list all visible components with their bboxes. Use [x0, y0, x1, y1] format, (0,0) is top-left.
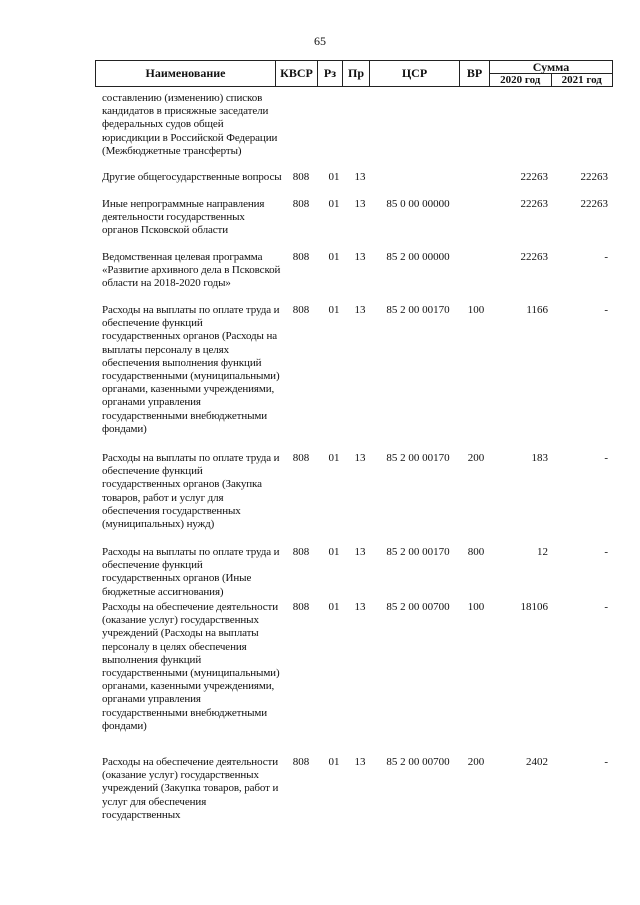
- row-sum-2021: -: [604, 304, 608, 316]
- row-kvsr: 808: [292, 304, 310, 316]
- row-csr: 85 0 00 00000: [386, 198, 450, 210]
- row-name: Иные непрограммные направления деятельности государственных органов Псковской области: [102, 198, 265, 237]
- row-sum-2021: -: [604, 756, 608, 768]
- header-sum-group: [490, 61, 612, 86]
- row-sum-2021: -: [604, 251, 608, 263]
- row-kvsr: 808: [292, 171, 310, 183]
- row-vr: 100: [467, 304, 485, 316]
- row-name: Расходы на обеспечение деятельности (оказание услуг) государственных учреждений (Расходы на выплаты персоналу в целях обеспечения выполнения функций государственными (муниципальными) органами, казенными учреждениями, органами управления государственными внебюджетными фондами): [102, 601, 280, 732]
- row-vr: 800: [467, 546, 485, 558]
- row-rz: 01: [328, 304, 340, 316]
- row-csr: 85 2 00 00700: [386, 601, 450, 613]
- row-pr: 13: [354, 304, 366, 316]
- row-pr: 13: [354, 171, 366, 183]
- row-rz: 01: [328, 171, 340, 183]
- row-pr: 13: [354, 452, 366, 464]
- row-sum-2021: -: [604, 546, 608, 558]
- row-sum-2020: 12: [537, 546, 548, 558]
- header-year-2021: 2021 год: [561, 74, 602, 86]
- row-rz: 01: [328, 756, 340, 768]
- row-pr: 13: [354, 198, 366, 210]
- header-vr: ВР: [460, 61, 490, 86]
- header-sum: Сумма: [490, 61, 612, 74]
- row-sum-2021: -: [604, 601, 608, 613]
- row-rz: 01: [328, 452, 340, 464]
- row-csr: 85 2 00 00170: [386, 452, 450, 464]
- row-vr: 100: [467, 601, 485, 613]
- row-kvsr: 808: [292, 198, 310, 210]
- row-csr: 85 2 00 00170: [386, 304, 450, 316]
- header-pr: Пр: [343, 61, 370, 86]
- row-csr: 85 2 00 00170: [386, 546, 450, 558]
- row-name: Расходы на выплаты по оплате труда и обеспечение функций государственных органов (Иные бюджетные ассигнования): [102, 546, 280, 598]
- row-name: Расходы на выплаты по оплате труда и обеспечение функций государственных органов (Расходы на выплаты персоналу в целях обеспечения выполнения функций государственными (муниципальными) органами, казенными учреждениями, органами управления государственными внебюджетными фондами): [102, 304, 280, 435]
- header-rz: Рз: [318, 61, 343, 86]
- row-pr: 13: [354, 251, 366, 263]
- header-name: Наименование: [96, 61, 276, 86]
- row-sum-2020: 18106: [520, 601, 548, 613]
- row-name: Ведомственная целевая программа «Развитие архивного дела в Псковской области на 2018-2020 годы»: [102, 251, 281, 290]
- row-vr: 200: [467, 452, 485, 464]
- row-pr: 13: [354, 546, 366, 558]
- row-sum-2020: 1166: [526, 304, 548, 316]
- row-sum-2020: 22263: [520, 171, 548, 183]
- row-rz: 01: [328, 251, 340, 263]
- header-year-2020: 2020 год: [490, 74, 552, 87]
- row-rz: 01: [328, 546, 340, 558]
- row-sum-2021: 22263: [580, 171, 608, 183]
- row-sum-2020: 183: [531, 452, 548, 464]
- row-csr: 85 2 00 00700: [386, 756, 450, 768]
- row-csr: 85 2 00 00000: [386, 251, 450, 263]
- row-pr: 13: [354, 601, 366, 613]
- table-header: [95, 60, 613, 87]
- page-number: 65: [314, 34, 326, 48]
- row-kvsr: 808: [292, 756, 310, 768]
- row-name: составлению (изменению) списков кандидатов в присяжные заседатели федеральных судов общей юрисдикции в Российской Федерации (Межбюджетные трансферты): [102, 92, 278, 157]
- row-sum-2020: 22263: [520, 251, 548, 263]
- row-kvsr: 808: [292, 452, 310, 464]
- row-name: Расходы на выплаты по оплате труда и обеспечение функций государственных органов (Закупка товаров, работ и услуг для обеспечения государственных (муниципальных) нужд): [102, 452, 280, 531]
- row-sum-2020: 22263: [520, 198, 548, 210]
- row-kvsr: 808: [292, 546, 310, 558]
- row-rz: 01: [328, 198, 340, 210]
- row-kvsr: 808: [292, 251, 310, 263]
- row-name: Другие общегосударственные вопросы: [102, 171, 282, 183]
- row-pr: 13: [354, 756, 366, 768]
- row-vr: 200: [467, 756, 485, 768]
- row-sum-2021: 22263: [580, 198, 608, 210]
- row-sum-2021: -: [604, 452, 608, 464]
- row-sum-2020: 2402: [526, 756, 548, 768]
- header-csr: ЦСР: [370, 61, 460, 86]
- row-kvsr: 808: [292, 601, 310, 613]
- header-kvsr: КВСР: [276, 61, 318, 86]
- row-name: Расходы на обеспечение деятельности (оказание услуг) государственных учреждений (Закупка товаров, работ и услуг для обеспечения государственных: [102, 756, 279, 821]
- row-rz: 01: [328, 601, 340, 613]
